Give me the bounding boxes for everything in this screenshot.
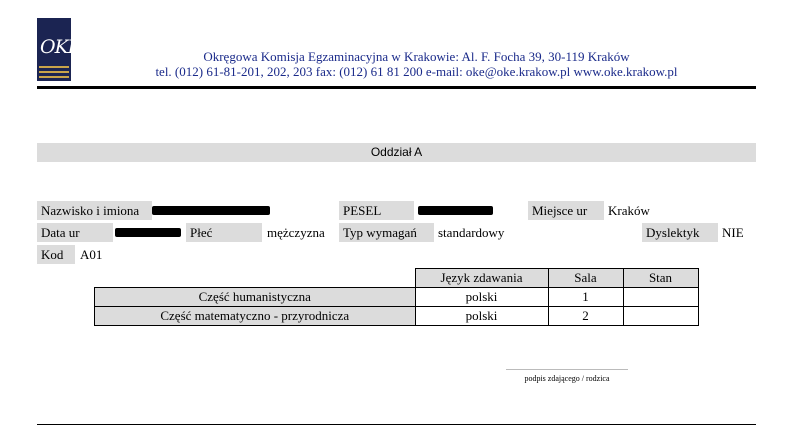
table-header: Stan xyxy=(623,269,698,288)
signature-caption: podpis zdającego / rodzica xyxy=(524,374,610,383)
name-label: Nazwisko i imiona xyxy=(37,201,152,220)
exam-parts-table xyxy=(94,268,699,326)
dyslexic-label: Dyslektyk xyxy=(642,223,718,242)
exam-part: Część matematyczno - przyrodnicza xyxy=(95,307,416,326)
table-row xyxy=(95,288,699,307)
exam-language: polski xyxy=(415,307,548,326)
section-title: Oddział A xyxy=(37,143,756,162)
exam-type-value: standardowy xyxy=(438,225,505,240)
header-contact: tel. (012) 61-81-201, 202, 203 fax: (012) 61 81 200 e-mail: oke@oke.krakow.pl www.oke.krakow.pl xyxy=(155,64,678,79)
pesel-redacted xyxy=(418,206,493,215)
table-corner xyxy=(95,269,416,288)
exam-room: 2 xyxy=(548,307,623,326)
sex-value: mężczyzna xyxy=(267,225,325,240)
exam-room: 1 xyxy=(548,288,623,307)
header-address: Okręgowa Komisja Egzaminacyjna w Krakowie: Al. F. Focha 39, 30-119 Kraków xyxy=(203,49,630,64)
table-row xyxy=(95,307,699,326)
logo-mark: OKE xyxy=(40,36,81,58)
exam-language: polski xyxy=(415,288,548,307)
table-header: Język zdawania xyxy=(415,269,548,288)
sex-label: Płeć xyxy=(186,223,262,242)
exam-status xyxy=(623,288,698,307)
table-header: Sala xyxy=(548,269,623,288)
signature-line xyxy=(506,369,628,370)
birthplace-label: Miejsce ur xyxy=(528,201,604,220)
birthdate-redacted xyxy=(115,228,181,237)
exam-part: Część humanistyczna xyxy=(95,288,416,307)
name-redacted xyxy=(152,206,270,215)
birthplace-value: Kraków xyxy=(608,203,650,218)
code-value: A01 xyxy=(80,247,103,262)
dyslexic-value: NIE xyxy=(722,225,744,240)
exam-status xyxy=(623,307,698,326)
code-label: Kod xyxy=(37,245,75,264)
footer-divider xyxy=(37,424,756,425)
header-divider xyxy=(37,86,756,89)
pesel-label: PESEL xyxy=(339,201,414,220)
table-header-row xyxy=(95,269,699,288)
birthdate-label: Data ur xyxy=(37,223,113,242)
exam-type-label: Typ wymagań xyxy=(339,223,434,242)
